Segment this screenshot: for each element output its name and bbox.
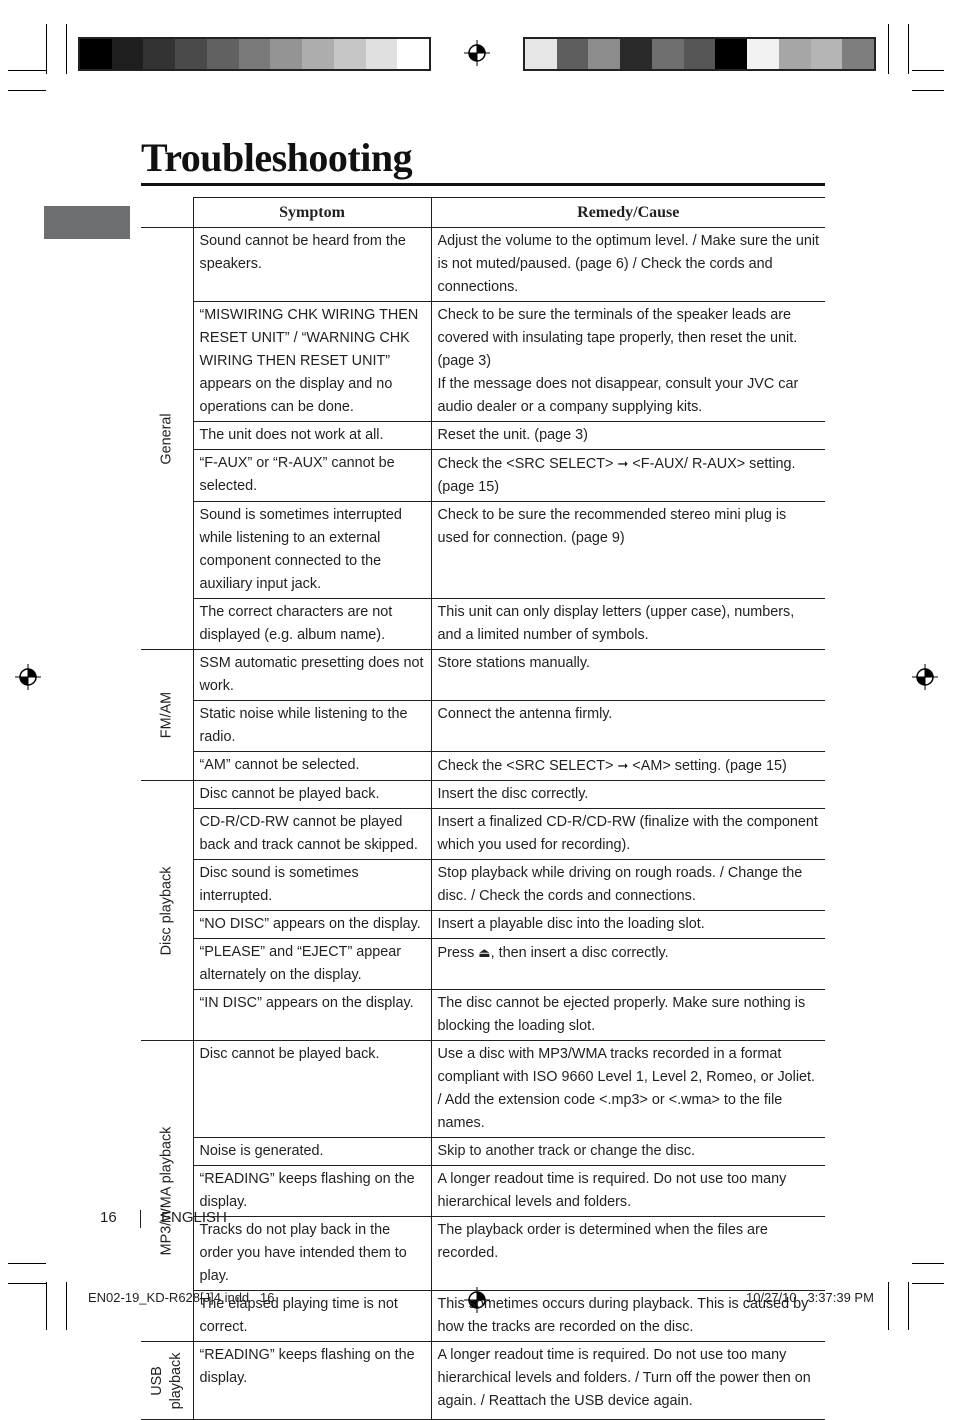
symptom-cell: “MISWIRING CHK WIRING THEN RESET UNIT” / “WARNING CHK WIRING THEN RESET UNIT” appears on the display and no operations can be done.	[193, 302, 431, 422]
color-swatch	[334, 39, 366, 69]
remedy-cell: The disc cannot be ejected properly. Make sure nothing is blocking the loading slot.	[431, 990, 825, 1041]
remedy-cell: A longer readout time is required. Do not use too many hierarchical levels and folders.	[431, 1166, 825, 1217]
crop-mark	[66, 24, 67, 74]
category-header	[141, 198, 193, 228]
crop-mark	[888, 1282, 889, 1330]
title-rule	[141, 183, 825, 186]
crop-mark	[8, 70, 46, 71]
color-swatch	[525, 39, 557, 69]
table-row	[141, 228, 825, 302]
color-swatch	[811, 39, 843, 69]
symptom-cell: The unit does not work at all.	[193, 422, 431, 450]
table-row	[141, 502, 825, 599]
slug-filename: EN02-19_KD-R628[J]4.indd 16	[88, 1290, 275, 1305]
slug-timestamp: 10/27/10 3:37:39 PM	[746, 1290, 874, 1305]
table-row	[141, 1166, 825, 1217]
registration-mark-icon	[912, 664, 938, 690]
table-row	[141, 1041, 825, 1138]
color-swatch	[207, 39, 239, 69]
symptom-cell: “READING” keeps flashing on the display.	[193, 1342, 431, 1420]
symptom-cell: Static noise while listening to the radio.	[193, 701, 431, 752]
remedy-text: Check the <SRC SELECT>	[437, 758, 614, 774]
symptom-cell: The elapsed playing time is not correct.	[193, 1291, 431, 1342]
color-swatch	[80, 39, 112, 69]
table-row	[141, 1217, 825, 1291]
remedy-cell: Use a disc with MP3/WMA tracks recorded in a format compliant with ISO 9660 Level 1, Level 2, Romeo, or Joliet. / Add the extension code <.mp3> or <.wma> to the file names.	[431, 1041, 825, 1138]
table-row	[141, 781, 825, 809]
symptom-cell: Disc cannot be played back.	[193, 1041, 431, 1138]
remedy-text: Press	[437, 945, 475, 961]
color-swatch	[397, 39, 429, 69]
crop-mark	[46, 1282, 47, 1330]
eject-icon: ⏏	[478, 945, 491, 960]
symptom-header: Symptom	[193, 198, 431, 228]
category-label: MP3/WMA playback	[158, 1126, 175, 1256]
crop-mark	[908, 1282, 909, 1330]
crop-mark	[8, 1283, 46, 1284]
color-bar-left	[78, 37, 431, 71]
crop-mark	[66, 1282, 67, 1330]
color-swatch	[715, 39, 747, 69]
symptom-cell: Noise is generated.	[193, 1138, 431, 1166]
symptom-cell: The correct characters are not displayed (e.g. album name).	[193, 599, 431, 650]
color-swatch	[842, 39, 874, 69]
category-label: Disc playback	[158, 866, 175, 955]
symptom-cell: SSM automatic presetting does not work.	[193, 650, 431, 701]
category-label-line: USB	[148, 1365, 165, 1396]
remedy-cell	[431, 939, 825, 990]
symptom-cell: Disc sound is sometimes interrupted.	[193, 860, 431, 911]
table-row	[141, 911, 825, 939]
footer-divider	[140, 1210, 141, 1228]
crop-mark	[46, 24, 47, 74]
table-row	[141, 752, 825, 781]
remedy-cell: Reset the unit. (page 3)	[431, 422, 825, 450]
section-tab	[44, 206, 130, 239]
category-fm-am	[141, 650, 193, 781]
crop-mark	[912, 1283, 944, 1284]
category-usb-playback	[141, 1342, 193, 1420]
remedy-cell	[431, 752, 825, 781]
category-general	[141, 228, 193, 650]
color-swatch	[302, 39, 334, 69]
crop-mark	[888, 24, 889, 74]
color-swatch	[112, 39, 144, 69]
remedy-cell: A longer readout time is required. Do not use too many hierarchical levels and folders. / Turn off the power then on again. / Reattach the USB device again.	[431, 1342, 825, 1420]
remedy-cell: The playback order is determined when the files are recorded.	[431, 1217, 825, 1291]
color-swatch	[270, 39, 302, 69]
right-arrow-icon: ➞	[617, 456, 629, 471]
table-row	[141, 422, 825, 450]
color-swatch	[143, 39, 175, 69]
symptom-cell: Sound is sometimes interrupted while listening to an external component connected to the auxiliary input jack.	[193, 502, 431, 599]
table-row	[141, 1138, 825, 1166]
remedy-cell	[431, 450, 825, 502]
table-row	[141, 860, 825, 911]
table-row	[141, 939, 825, 990]
remedy-cell: This sometimes occurs during playback. This is caused by how the tracks are recorded on the disc.	[431, 1291, 825, 1342]
remedy-cell: Insert the disc correctly.	[431, 781, 825, 809]
category-label: General	[158, 412, 175, 465]
crop-mark	[8, 1263, 46, 1264]
symptom-cell: CD-R/CD-RW cannot be played back and track cannot be skipped.	[193, 809, 431, 860]
registration-mark-icon	[464, 40, 490, 66]
symptom-cell: Sound cannot be heard from the speakers.	[193, 228, 431, 302]
category-disc-playback	[141, 781, 193, 1041]
remedy-text: Check the <SRC SELECT>	[437, 456, 614, 472]
symptom-cell: “IN DISC” appears on the display.	[193, 990, 431, 1041]
table-row	[141, 1342, 825, 1420]
remedy-cell: This unit can only display letters (upper case), numbers, and a limited number of symbols.	[431, 599, 825, 650]
table-row	[141, 701, 825, 752]
remedy-text: <F-AUX/ R-AUX> setting. (page 15)	[437, 456, 796, 495]
table-row	[141, 809, 825, 860]
right-arrow-icon: ➞	[617, 758, 629, 773]
crop-mark	[908, 24, 909, 74]
color-swatch	[652, 39, 684, 69]
crop-mark	[912, 90, 944, 91]
remedy-text: Check to be sure the terminals of the speaker leads are covered with insulating tape properly, then reset the unit. (page 3)	[437, 307, 798, 369]
remedy-text: If the message does not disappear, consult your JVC car audio dealer or a company supplying kits.	[437, 376, 799, 415]
color-swatch	[620, 39, 652, 69]
symptom-cell: Tracks do not play back in the order you have intended them to play.	[193, 1217, 431, 1291]
registration-mark-icon	[15, 664, 41, 690]
remedy-text: , then insert a disc correctly.	[490, 945, 669, 961]
color-bar-right	[523, 37, 876, 71]
remedy-cell: Store stations manually.	[431, 650, 825, 701]
category-label-line: playback	[167, 1352, 184, 1409]
symptom-cell: “PLEASE” and “EJECT” appear alternately on the display.	[193, 939, 431, 990]
symptom-cell: “NO DISC” appears on the display.	[193, 911, 431, 939]
color-swatch	[747, 39, 779, 69]
color-swatch	[366, 39, 398, 69]
table-row	[141, 990, 825, 1041]
symptom-cell: “READING” keeps flashing on the display.	[193, 1166, 431, 1217]
remedy-cell	[431, 302, 825, 422]
table-row	[141, 450, 825, 502]
remedy-cell: Stop playback while driving on rough roads. / Change the disc. / Check the cords and connections.	[431, 860, 825, 911]
language-label: ENGLISH	[161, 1209, 227, 1226]
remedy-cell: Insert a playable disc into the loading slot.	[431, 911, 825, 939]
crop-mark	[912, 1263, 944, 1264]
color-swatch	[175, 39, 207, 69]
symptom-cell: Disc cannot be played back.	[193, 781, 431, 809]
remedy-header: Remedy/Cause	[431, 198, 825, 228]
page-title: Troubleshooting	[141, 135, 413, 180]
color-swatch	[557, 39, 589, 69]
page-number: 16	[100, 1209, 117, 1226]
symptom-cell: “AM” cannot be selected.	[193, 752, 431, 781]
table-header-row	[141, 198, 825, 228]
remedy-cell: Insert a finalized CD-R/CD-RW (finalize with the component which you used for recording).	[431, 809, 825, 860]
remedy-cell: Connect the antenna firmly.	[431, 701, 825, 752]
symptom-cell: “F-AUX” or “R-AUX” cannot be selected.	[193, 450, 431, 502]
table-row	[141, 599, 825, 650]
remedy-cell: Check to be sure the recommended stereo mini plug is used for connection. (page 9)	[431, 502, 825, 599]
color-swatch	[239, 39, 271, 69]
color-swatch	[588, 39, 620, 69]
crop-mark	[8, 90, 46, 91]
color-swatch	[684, 39, 716, 69]
category-label	[148, 1352, 186, 1409]
table-row	[141, 650, 825, 701]
table-row	[141, 302, 825, 422]
troubleshooting-table	[141, 197, 825, 1420]
color-swatch	[779, 39, 811, 69]
category-label: FM/AM	[158, 691, 175, 739]
crop-mark	[912, 70, 944, 71]
remedy-cell: Skip to another track or change the disc.	[431, 1138, 825, 1166]
remedy-cell: Adjust the volume to the optimum level. / Make sure the unit is not muted/paused. (page 6) / Check the cords and connections.	[431, 228, 825, 302]
remedy-text: <AM> setting. (page 15)	[632, 758, 787, 774]
